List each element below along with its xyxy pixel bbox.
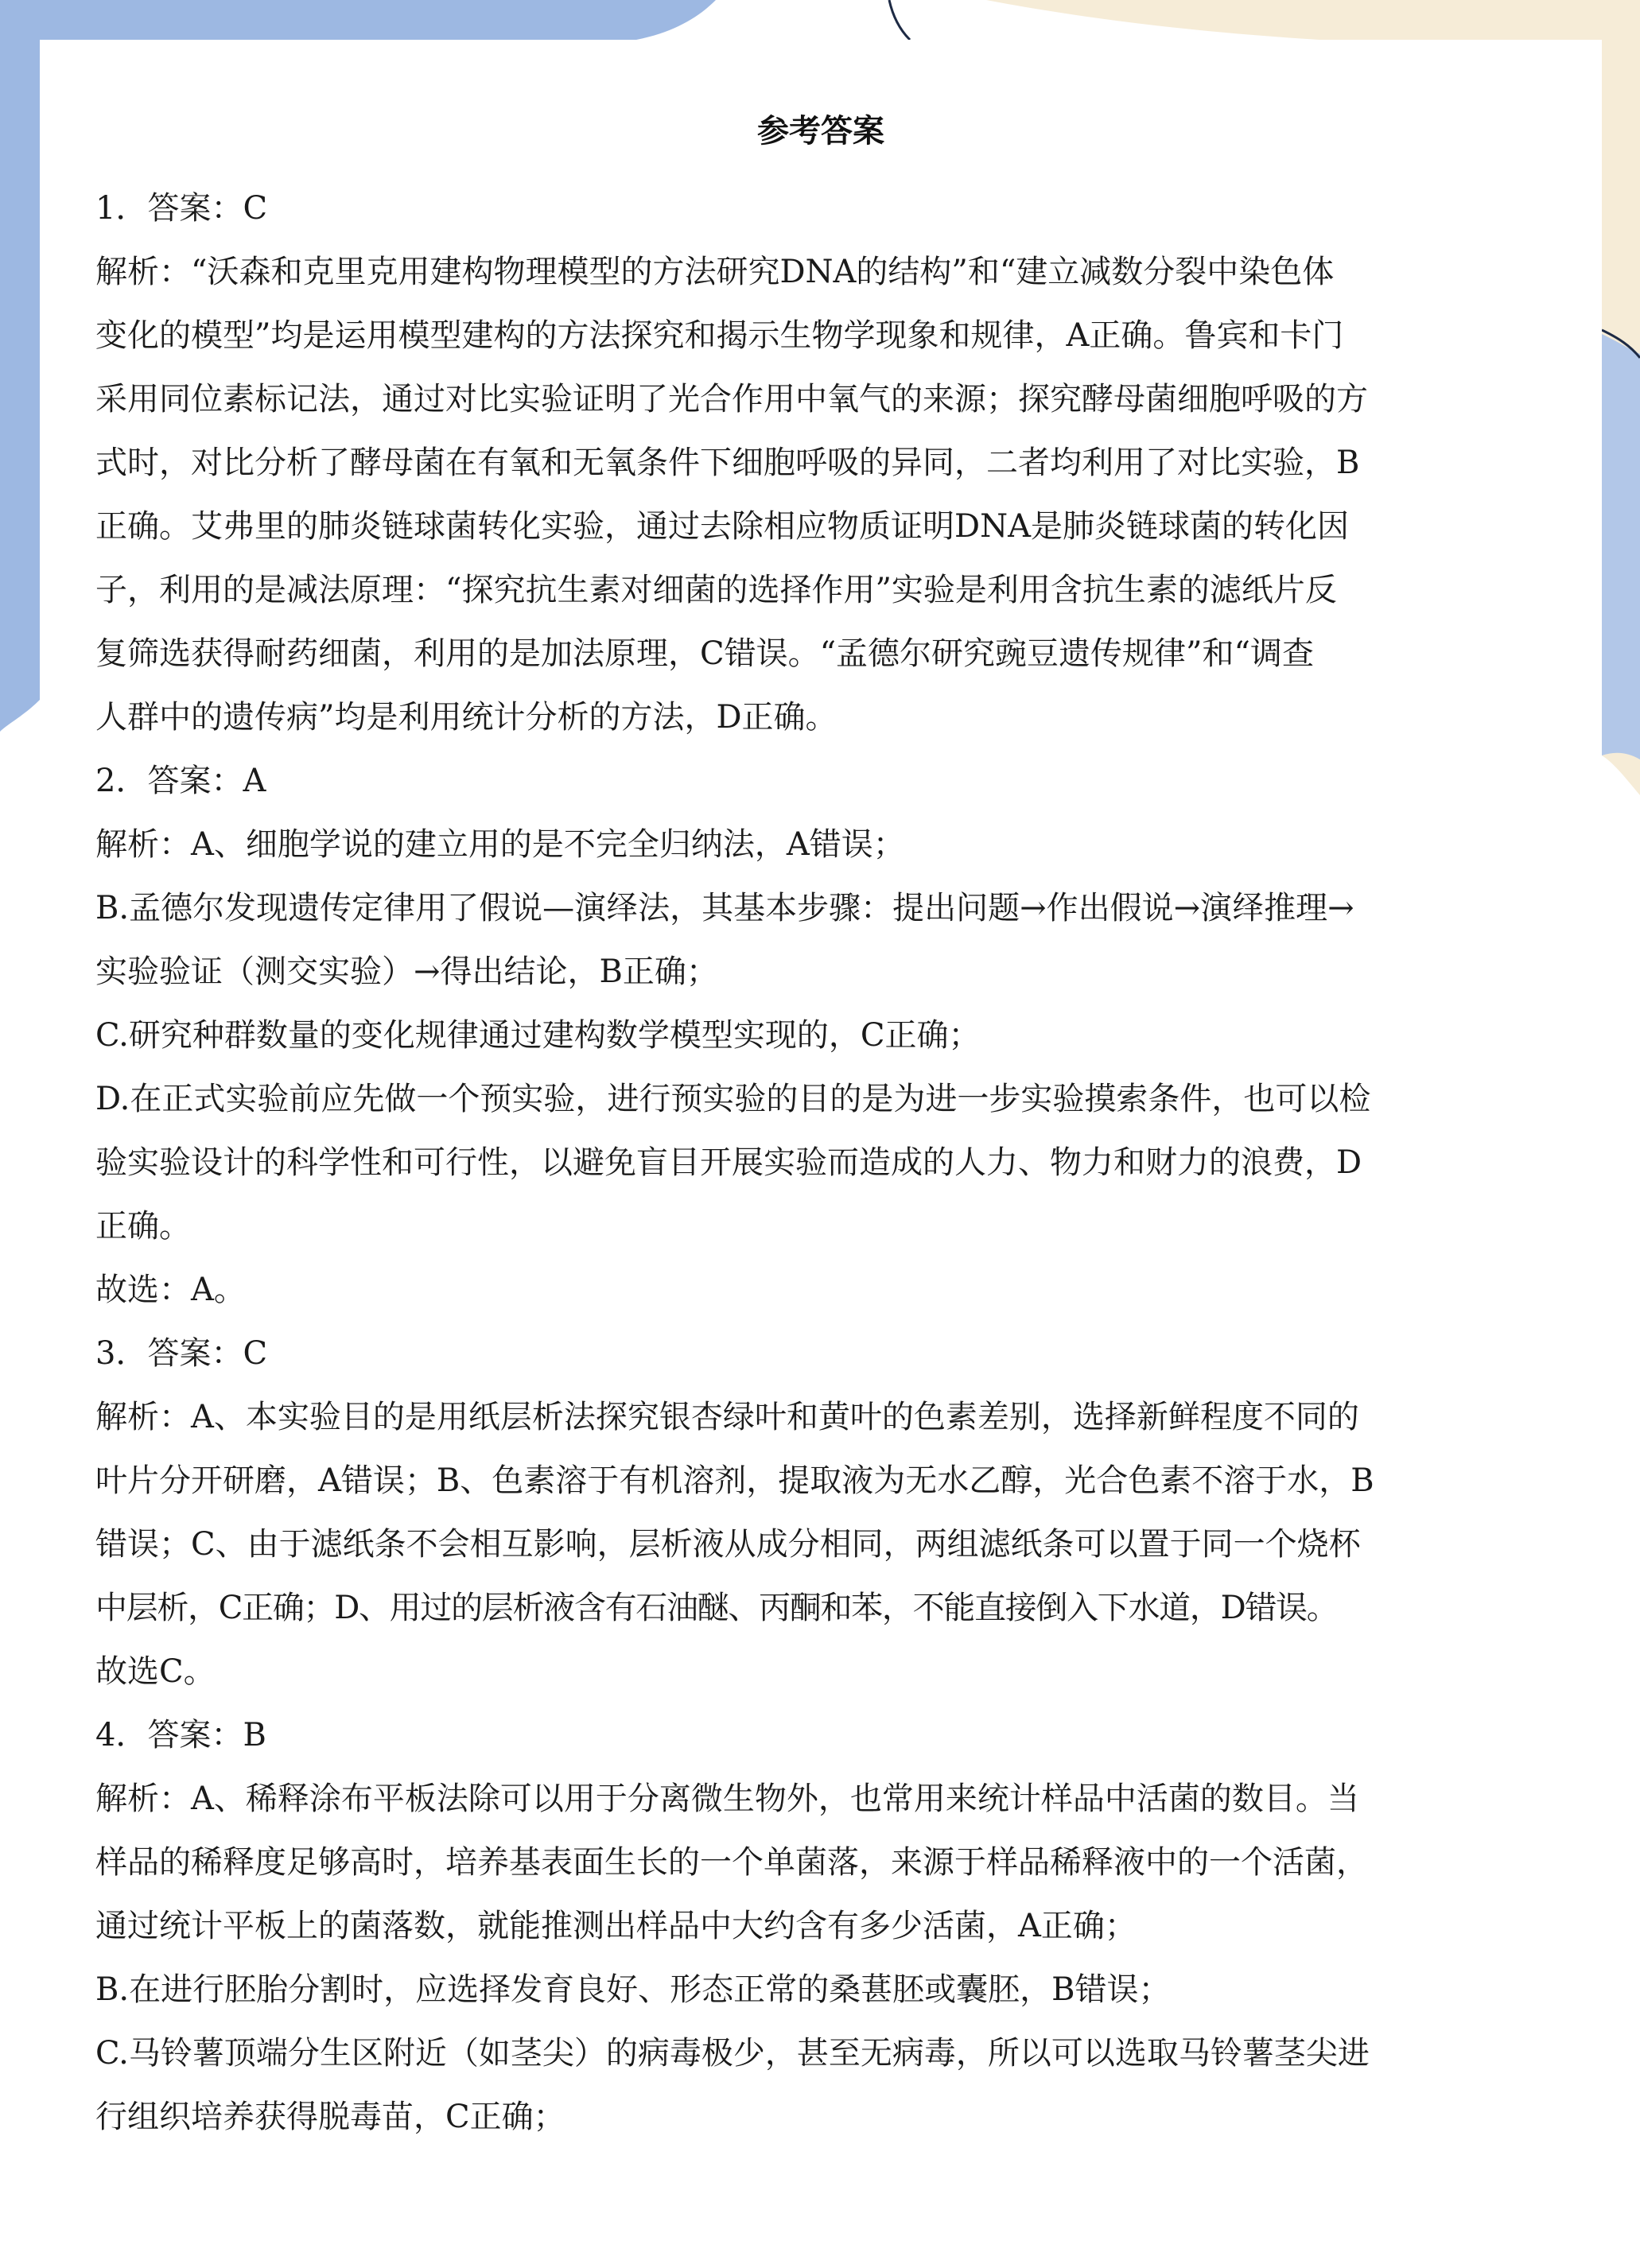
answer-line: D.在正式实验前应先做一个预实验，进行预实验的目的是为进一步实验摸索条件，也可以检 (95, 1081, 1371, 1117)
answer-line: C.马铃薯顶端分生区附近（如茎尖）的病毒极少，甚至无病毒，所以可以选取马铃薯茎尖进 (95, 2035, 1370, 2072)
answer-line: 解析：A、本实验目的是用纸层析法探究银杏绿叶和黄叶的色素差别，选择新鲜程度不同的 (95, 1399, 1359, 1435)
blue-strip-right (1602, 334, 1640, 759)
answer-line: 样品的稀释度足够高时，培养基表面生长的一个单菌落，来源于样品稀释液中的一个活菌， (95, 1844, 1368, 1881)
answer-line: 行组织培养获得脱毒苗，C正确； (95, 2099, 565, 2135)
answer-line: 错误；C、由于滤纸条不会相互影响，层析液从成分相同，两组滤纸条可以置于同一个烧杯 (95, 1526, 1361, 1563)
answer-line: C.研究种群数量的变化规律通过建构数学模型实现的，C正确； (95, 1017, 981, 1054)
answer-line: 人群中的遗传病”均是利用统计分析的方法，D正确。 (95, 699, 837, 736)
answer-line: 复筛选获得耐药细菌，利用的是加法原理，C错误。“孟德尔研究豌豆遗传规律”和“调查 (95, 635, 1314, 672)
answer-line: 通过统计平板上的菌落数，就能推测出样品中大约含有多少活菌，A正确； (95, 1908, 1137, 1944)
answer-line: 故选C。 (95, 1653, 216, 1690)
answer-line: B.在进行胚胎分割时，应选择发育良好、形态正常的桑葚胚或囊胚，B错误； (95, 1971, 1171, 2008)
answer-line: 采用同位素标记法，通过对比实验证明了光合作用中氧气的来源；探究酵母菌细胞呼吸的方 (95, 381, 1368, 417)
answer-line: 解析：“沃森和克里克用建构物理模型的方法研究DNA的结构”和“建立减数分裂中染色体 (95, 254, 1335, 290)
answer-line: 1．答案：C (95, 190, 268, 227)
answer-line: 解析：A、稀释涂布平板法除可以用于分离微生物外，也常用来统计样品中活菌的数目。当 (95, 1781, 1359, 1817)
answer-line: 3．答案：C (95, 1335, 268, 1372)
answer-line: 解析：A、细胞学说的建立用的是不完全归纳法，A错误； (95, 826, 905, 863)
answer-line: 式时，对比分析了酵母菌在有氧和无氧条件下细胞呼吸的异同，二者均利用了对比实验，B (95, 445, 1360, 481)
answer-line: 中层析，C正确；D、用过的层析液含有石油醚、丙酮和苯，不能直接倒入下水道，D错误。 (95, 1590, 1338, 1626)
answer-line: 变化的模型”均是运用模型建构的方法探究和揭示生物学现象和规律，A正确。鲁宾和卡门 (95, 317, 1344, 354)
answer-sheet (40, 40, 1602, 2268)
answer-line: 叶片分开研磨，A错误；B、色素溶于有机溶剂，提取液为无水乙醇，光合色素不溶于水，B (95, 1462, 1374, 1499)
answer-line: 2．答案：A (95, 763, 266, 799)
page-title: 参考答案 (757, 112, 884, 150)
answer-line: 验实验设计的科学性和可行性，以避免盲目开展实验而造成的人力、物力和财力的浪费，D (95, 1144, 1362, 1181)
answer-line: 实验验证（测交实验）→得出结论，B正确； (95, 953, 718, 990)
answer-line: 子，利用的是减法原理：“探究抗生素对细菌的选择作用”实验是利用含抗生素的滤纸片反 (95, 572, 1337, 608)
answer-line: 4．答案：B (95, 1717, 266, 1753)
answer-line: 正确。艾弗里的肺炎链球菌转化实验，通过去除相应物质证明DNA是肺炎链球菌的转化因 (95, 508, 1349, 545)
answer-content (95, 177, 1599, 2149)
answer-line: 正确。 (95, 1208, 191, 1245)
answer-line: 故选：A。 (95, 1272, 246, 1308)
answer-line: B.孟德尔发现遗传定律用了假说—演绎法，其基本步骤：提出问题→作出假说→演绎推理→ (95, 890, 1354, 926)
